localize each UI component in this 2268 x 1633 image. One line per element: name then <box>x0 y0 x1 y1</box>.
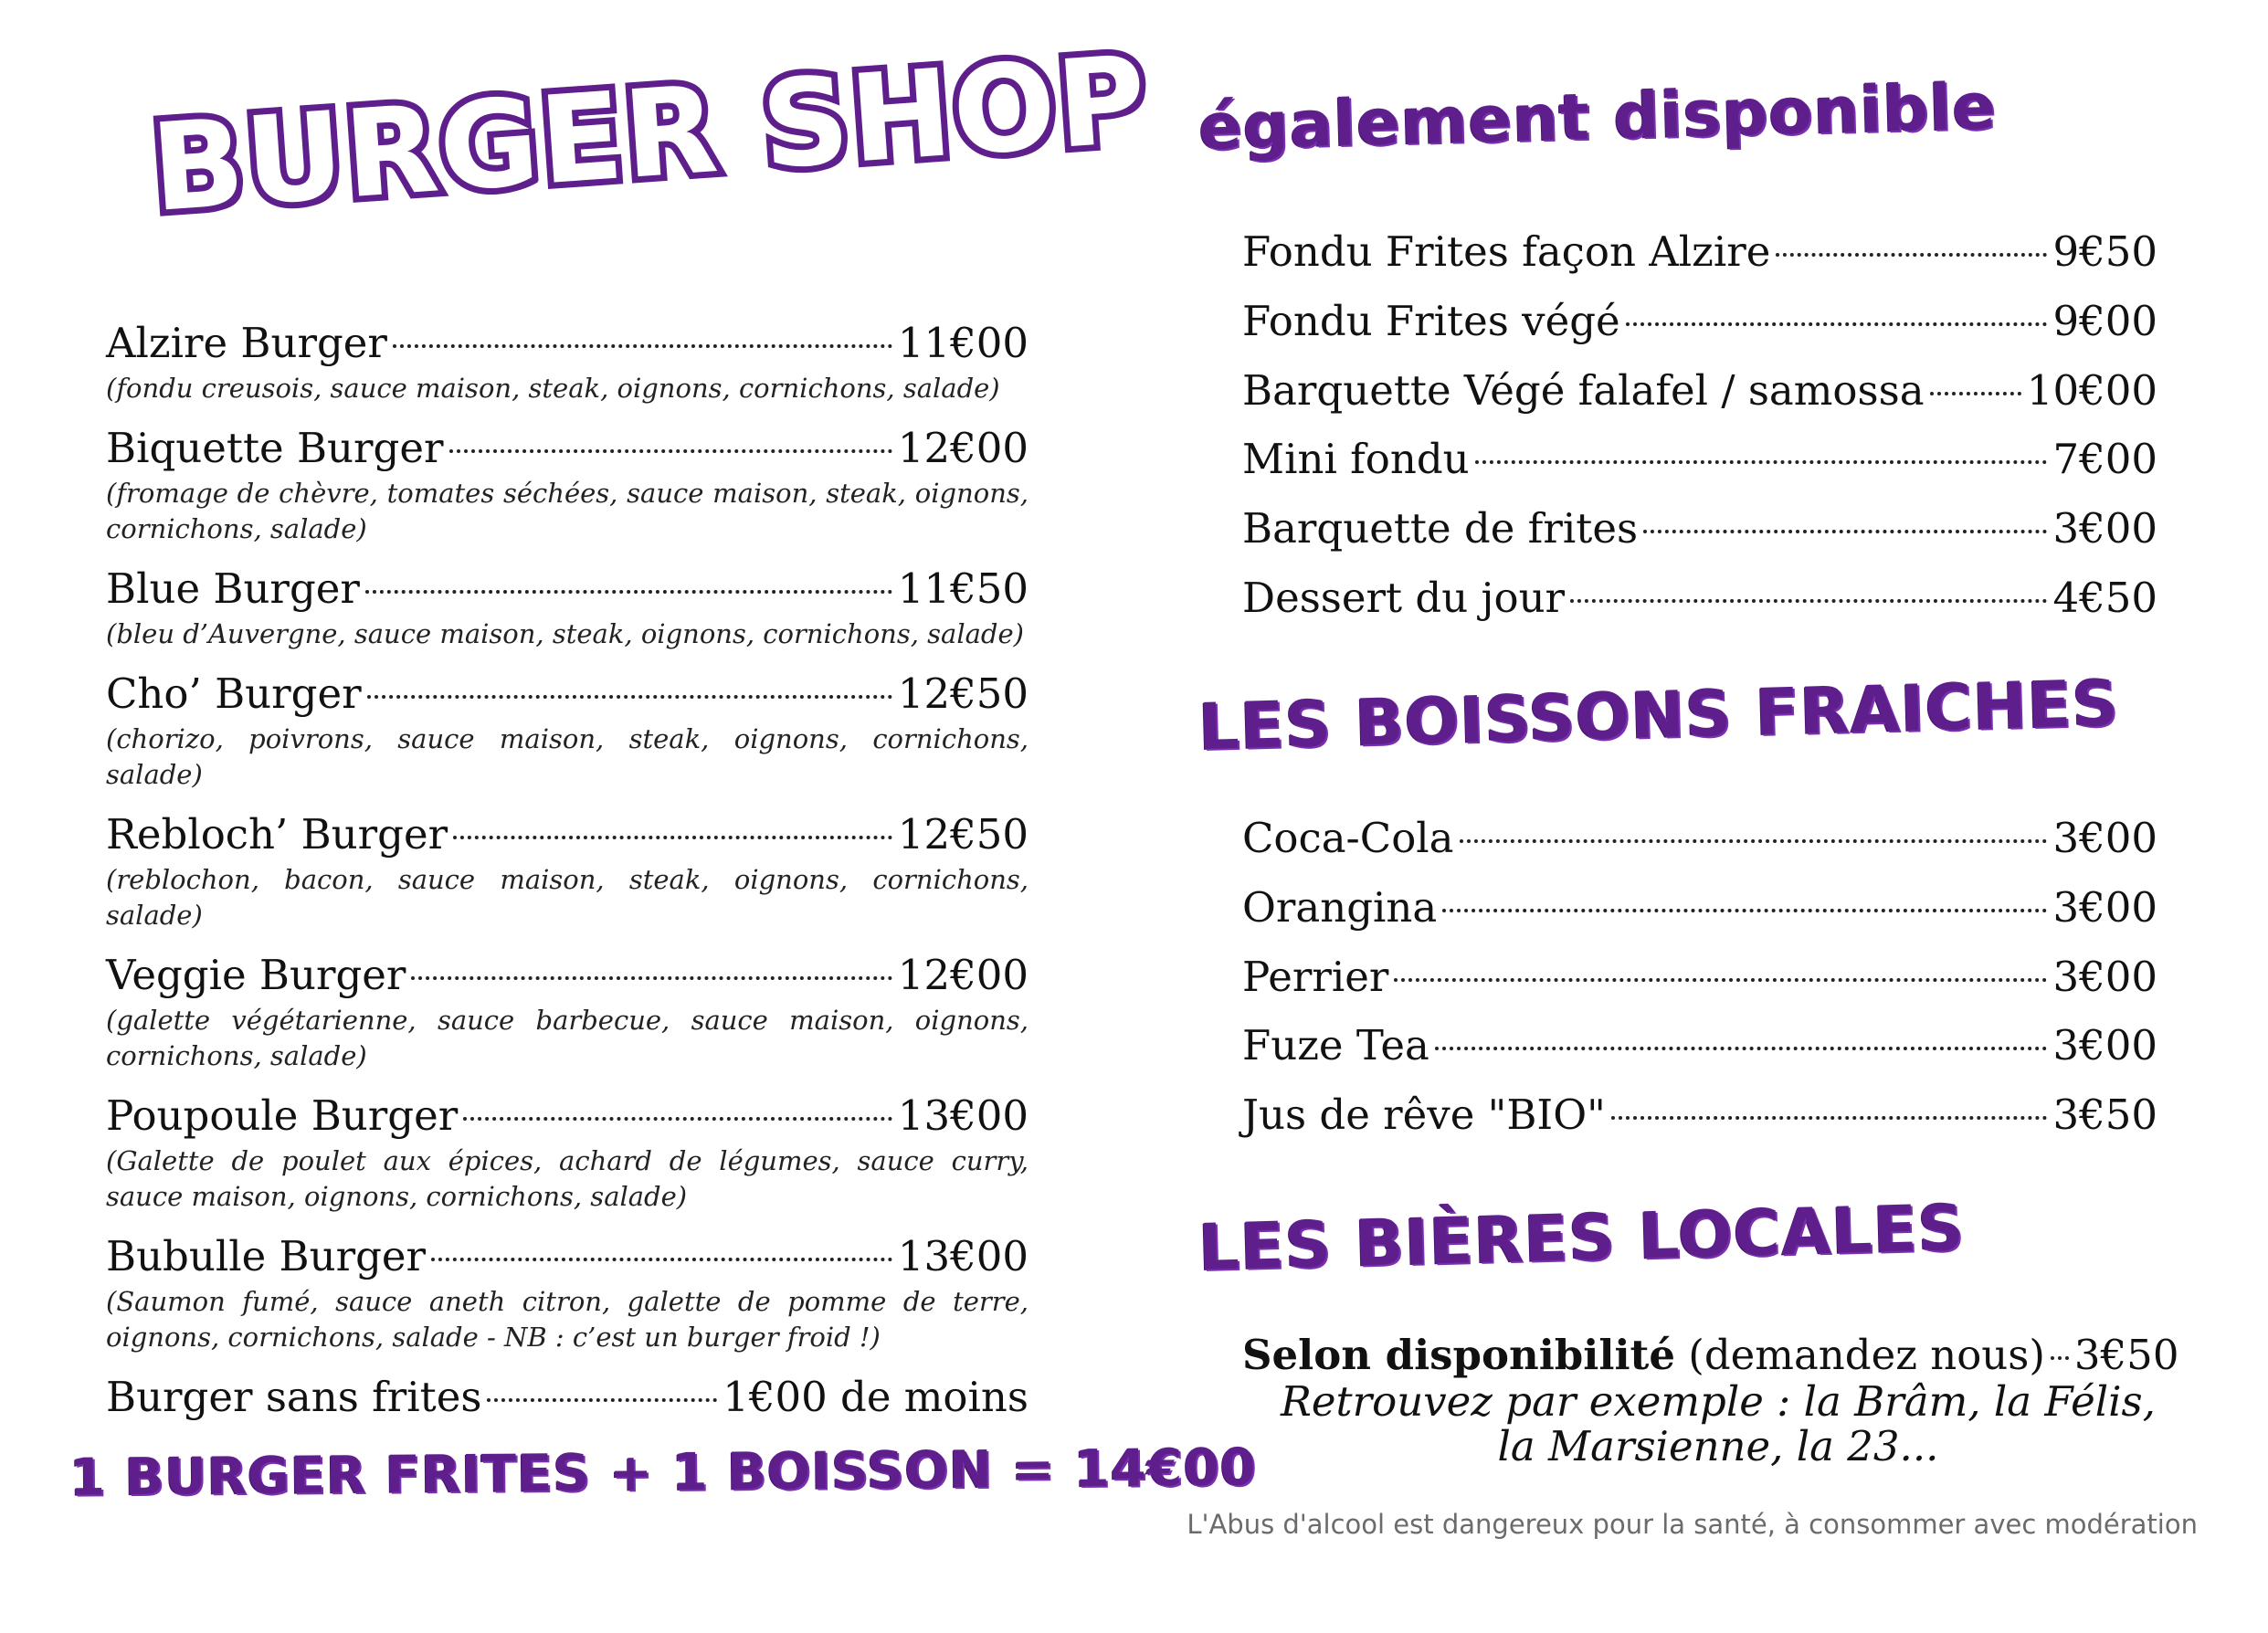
burger-item <box>106 811 1029 933</box>
burger-item <box>106 952 1029 1074</box>
item-name: Veggie Burger <box>106 950 406 999</box>
boisson-row <box>1242 815 2157 862</box>
item-name: Biquette Burger <box>106 423 444 472</box>
burger-item <box>106 1233 1029 1355</box>
burger-item <box>106 320 1029 406</box>
burger-description: (Galette de poulet aux épices, achard de légumes, sauce curry, sauce maison, oignons, cornichons, salade) <box>106 1144 1029 1212</box>
item-name: Alzire Burger <box>106 319 387 367</box>
dispo-row <box>1242 228 2157 276</box>
dispo-row <box>1242 505 2157 553</box>
item-name: Barquette de frites <box>1242 504 1639 553</box>
burger-row <box>106 811 1029 859</box>
dot-leader <box>1570 599 2047 603</box>
item-name: Fuze Tea <box>1242 1021 1429 1070</box>
item-price: 3€00 <box>2052 504 2157 553</box>
item-name: Jus de rêve "BIO" <box>1242 1090 1606 1139</box>
item-price: 3€00 <box>2052 952 2157 1001</box>
dot-leader <box>393 344 892 348</box>
item-name: Fondu Frites façon Alzire <box>1242 227 1771 276</box>
dot-leader <box>449 449 892 453</box>
dot-leader <box>1435 1047 2048 1050</box>
item-price: 11€00 <box>897 319 1029 367</box>
item-name: Fondu Frites végé <box>1242 296 1620 345</box>
section-title-dispo: également disponible <box>1197 68 1998 164</box>
item-name: Burger sans frites <box>106 1372 482 1421</box>
item-price: 12€50 <box>897 809 1029 859</box>
item-price: 13€00 <box>897 1231 1029 1280</box>
alcohol-disclaimer: L'Abus d'alcool est dangereux pour la santé, à consommer avec modération <box>1187 1509 2198 1540</box>
burger-description: (fondu creusois, sauce maison, steak, oignons, cornichons, salade) <box>106 372 1000 404</box>
bieres-block <box>1242 1331 2179 1471</box>
dot-leader <box>1626 322 2048 326</box>
dot-leader <box>1930 392 2021 395</box>
boisson-row <box>1242 953 2157 1001</box>
burger-item <box>106 565 1029 652</box>
dot-leader <box>453 836 892 839</box>
section-title-bieres: LES BIÈRES LOCALES <box>1197 1190 1966 1285</box>
boisson-row <box>1242 1091 2157 1139</box>
item-price: 1€00 de moins <box>723 1372 1029 1421</box>
dot-leader <box>1643 530 2047 533</box>
burger-description: (reblochon, bacon, sauce maison, steak, oignons, cornichons, salade) <box>106 863 1029 931</box>
burger-list <box>106 320 1029 1421</box>
burger-row <box>106 425 1029 472</box>
item-price: 3€00 <box>2052 882 2157 932</box>
burger-row <box>106 565 1029 613</box>
sans-frites-row <box>106 1374 1029 1421</box>
boisson-row <box>1242 1022 2157 1069</box>
item-name: Coca-Cola <box>1242 814 1454 862</box>
dot-leader <box>1442 909 2047 912</box>
item-price: 3€00 <box>2052 814 2157 862</box>
burger-row <box>106 952 1029 999</box>
dot-leader <box>411 976 891 980</box>
item-name: Poupoule Burger <box>106 1090 459 1140</box>
boisson-row <box>1242 884 2157 932</box>
item-price: 9€00 <box>2052 296 2157 345</box>
item-name: Orangina <box>1242 882 1438 932</box>
item-price: 12€00 <box>897 423 1029 472</box>
item-name: Dessert du jour <box>1242 573 1566 622</box>
biere-row <box>1242 1331 2179 1379</box>
burger-item <box>106 670 1029 793</box>
burger-description: (fromage de chèvre, tomates séchées, sauce maison, steak, oignons, cornichons, salade) <box>106 477 1029 544</box>
dot-leader <box>365 590 892 594</box>
item-name: Perrier <box>1242 952 1389 1001</box>
dot-leader <box>1611 1116 2048 1120</box>
item-name: Barquette Végé falafel / samossa <box>1242 365 1925 415</box>
burger-row <box>106 670 1029 718</box>
burger-row <box>106 320 1029 367</box>
biere-label <box>1242 1332 2045 1379</box>
item-price: 4€50 <box>2052 573 2157 622</box>
dot-leader <box>2051 1356 2069 1360</box>
item-name: Cho’ Burger <box>106 669 362 718</box>
section-title-boissons: LES BOISSONS FRAICHES <box>1197 665 2120 764</box>
item-price: 3€00 <box>2052 1021 2157 1070</box>
dot-leader <box>1475 460 2048 464</box>
boissons-list <box>1242 815 2157 1161</box>
dispo-list <box>1242 228 2157 644</box>
biere-example: Retrouvez par exemple : la Brâm, la Félis, la Marsienne, la 23... <box>1281 1376 2156 1471</box>
dispo-row <box>1242 298 2157 345</box>
item-name: Blue Burger <box>106 564 360 613</box>
formule-banner: 1 BURGER FRITES + 1 BOISSON = 14€00 <box>69 1438 1257 1508</box>
dot-leader <box>367 695 892 699</box>
burger-row <box>106 1233 1029 1280</box>
item-price: 11€50 <box>897 564 1029 613</box>
biere-price: 3€50 <box>2073 1331 2179 1379</box>
dot-leader <box>487 1398 717 1402</box>
item-name: Mini fondu <box>1242 435 1470 484</box>
dot-leader <box>1394 978 2047 982</box>
item-name: Bubulle Burger <box>106 1231 427 1280</box>
burger-item <box>106 1092 1029 1215</box>
burger-row <box>106 1092 1029 1140</box>
dot-leader <box>431 1258 892 1261</box>
logo-title: BURGER SHOP <box>147 29 1153 239</box>
item-price: 9€50 <box>2052 227 2157 276</box>
burger-description: (bleu d’Auvergne, sauce maison, steak, oignons, cornichons, salade) <box>106 617 1024 649</box>
dot-leader <box>1776 253 2047 257</box>
dot-leader <box>463 1117 892 1121</box>
biere-rest: (demandez nous) <box>1674 1331 2045 1379</box>
burger-description: (Saumon fumé, sauce aneth citron, galette de pomme de terre, oignons, cornichons, salade - NB : c’est un burger froid !) <box>106 1285 1029 1353</box>
item-price: 7€00 <box>2052 435 2157 484</box>
item-price: 13€00 <box>897 1090 1029 1140</box>
dot-leader <box>1460 839 2048 843</box>
item-price: 3€50 <box>2052 1090 2157 1139</box>
burger-item <box>106 425 1029 547</box>
biere-bold: Selon disponibilité <box>1242 1331 1675 1379</box>
dispo-row <box>1242 574 2157 622</box>
item-price: 10€00 <box>2026 365 2157 415</box>
item-price: 12€00 <box>897 950 1029 999</box>
item-name: Rebloch’ Burger <box>106 809 448 859</box>
item-price: 12€50 <box>897 669 1029 718</box>
dispo-row <box>1242 436 2157 483</box>
burger-description: (chorizo, poivrons, sauce maison, steak, oignons, cornichons, salade) <box>106 722 1029 790</box>
dispo-row <box>1242 367 2157 415</box>
burger-description: (galette végétarienne, sauce barbecue, sauce maison, oignons, cornichons, salade) <box>106 1004 1029 1071</box>
